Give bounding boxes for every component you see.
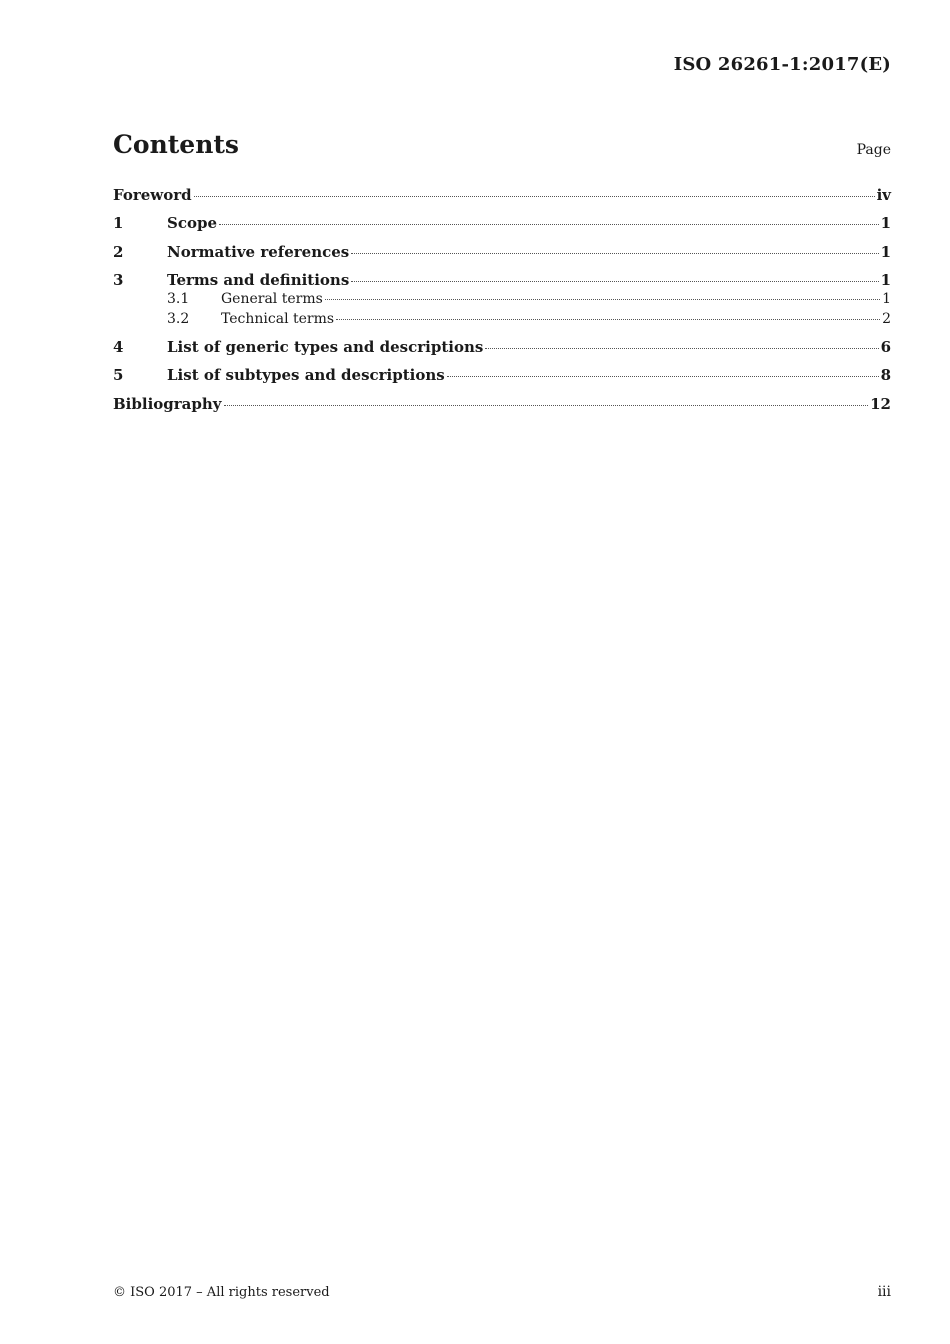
toc-entry-page: 6 xyxy=(880,338,891,356)
toc-entry-page: 1 xyxy=(880,243,891,261)
toc-entry-page: 1 xyxy=(880,214,891,232)
toc-entry-page: 1 xyxy=(882,291,891,307)
toc-entry-general-terms[interactable] xyxy=(113,291,891,309)
dot-leader xyxy=(224,405,869,406)
contents-heading: Contents xyxy=(113,130,240,159)
toc-entry-title: Bibliography xyxy=(113,395,222,413)
dot-leader xyxy=(336,319,880,320)
toc-entry-title: List of subtypes and descriptions xyxy=(167,366,445,384)
toc-entry-page: 12 xyxy=(870,395,891,413)
copyright-notice: © ISO 2017 – All rights reserved xyxy=(113,1285,330,1300)
toc-entry-number: 5 xyxy=(113,366,124,384)
toc-entry-number: 1 xyxy=(113,214,124,232)
toc-entry-page: iv xyxy=(876,186,891,204)
dot-leader xyxy=(351,281,878,282)
toc-entry-normative-references[interactable] xyxy=(113,243,891,263)
toc-entry-title: Technical terms xyxy=(221,311,335,327)
toc-entry-terms-and-definitions[interactable] xyxy=(113,271,891,291)
dot-leader xyxy=(325,299,880,300)
toc-entry-number: 4 xyxy=(113,338,124,356)
dot-leader xyxy=(485,348,878,349)
toc-entry-generic-types[interactable] xyxy=(113,338,891,358)
toc-entry-bibliography[interactable] xyxy=(113,395,891,415)
toc-entry-title: Foreword xyxy=(113,186,192,204)
document-id: ISO 26261-1:2017(E) xyxy=(673,54,891,75)
toc-entry-title: General terms xyxy=(221,291,323,307)
toc-entry-title: List of generic types and descriptions xyxy=(167,338,484,356)
toc-entry-number: 3.1 xyxy=(167,291,190,307)
toc-entry-title: Scope xyxy=(167,214,218,232)
toc-entry-number: 3.2 xyxy=(167,311,190,327)
toc-entry-technical-terms[interactable] xyxy=(113,311,891,329)
toc-entry-number: 3 xyxy=(113,271,124,289)
toc-entry-page: 2 xyxy=(882,311,891,327)
dot-leader xyxy=(447,376,879,377)
toc-entry-subtypes[interactable] xyxy=(113,366,891,386)
toc-entry-scope[interactable] xyxy=(113,214,891,234)
toc-entry-foreword[interactable] xyxy=(113,186,891,206)
page-number: iii xyxy=(877,1284,891,1300)
toc-entry-page: 1 xyxy=(880,271,891,289)
toc-entry-title: Normative references xyxy=(167,243,350,261)
toc-entry-number: 2 xyxy=(113,243,124,261)
toc-entry-page: 8 xyxy=(880,366,891,384)
dot-leader xyxy=(219,224,879,225)
toc-entry-title: Terms and definitions xyxy=(167,271,350,289)
page-column-label: Page xyxy=(856,142,891,158)
dot-leader xyxy=(351,253,878,254)
dot-leader xyxy=(194,196,875,197)
